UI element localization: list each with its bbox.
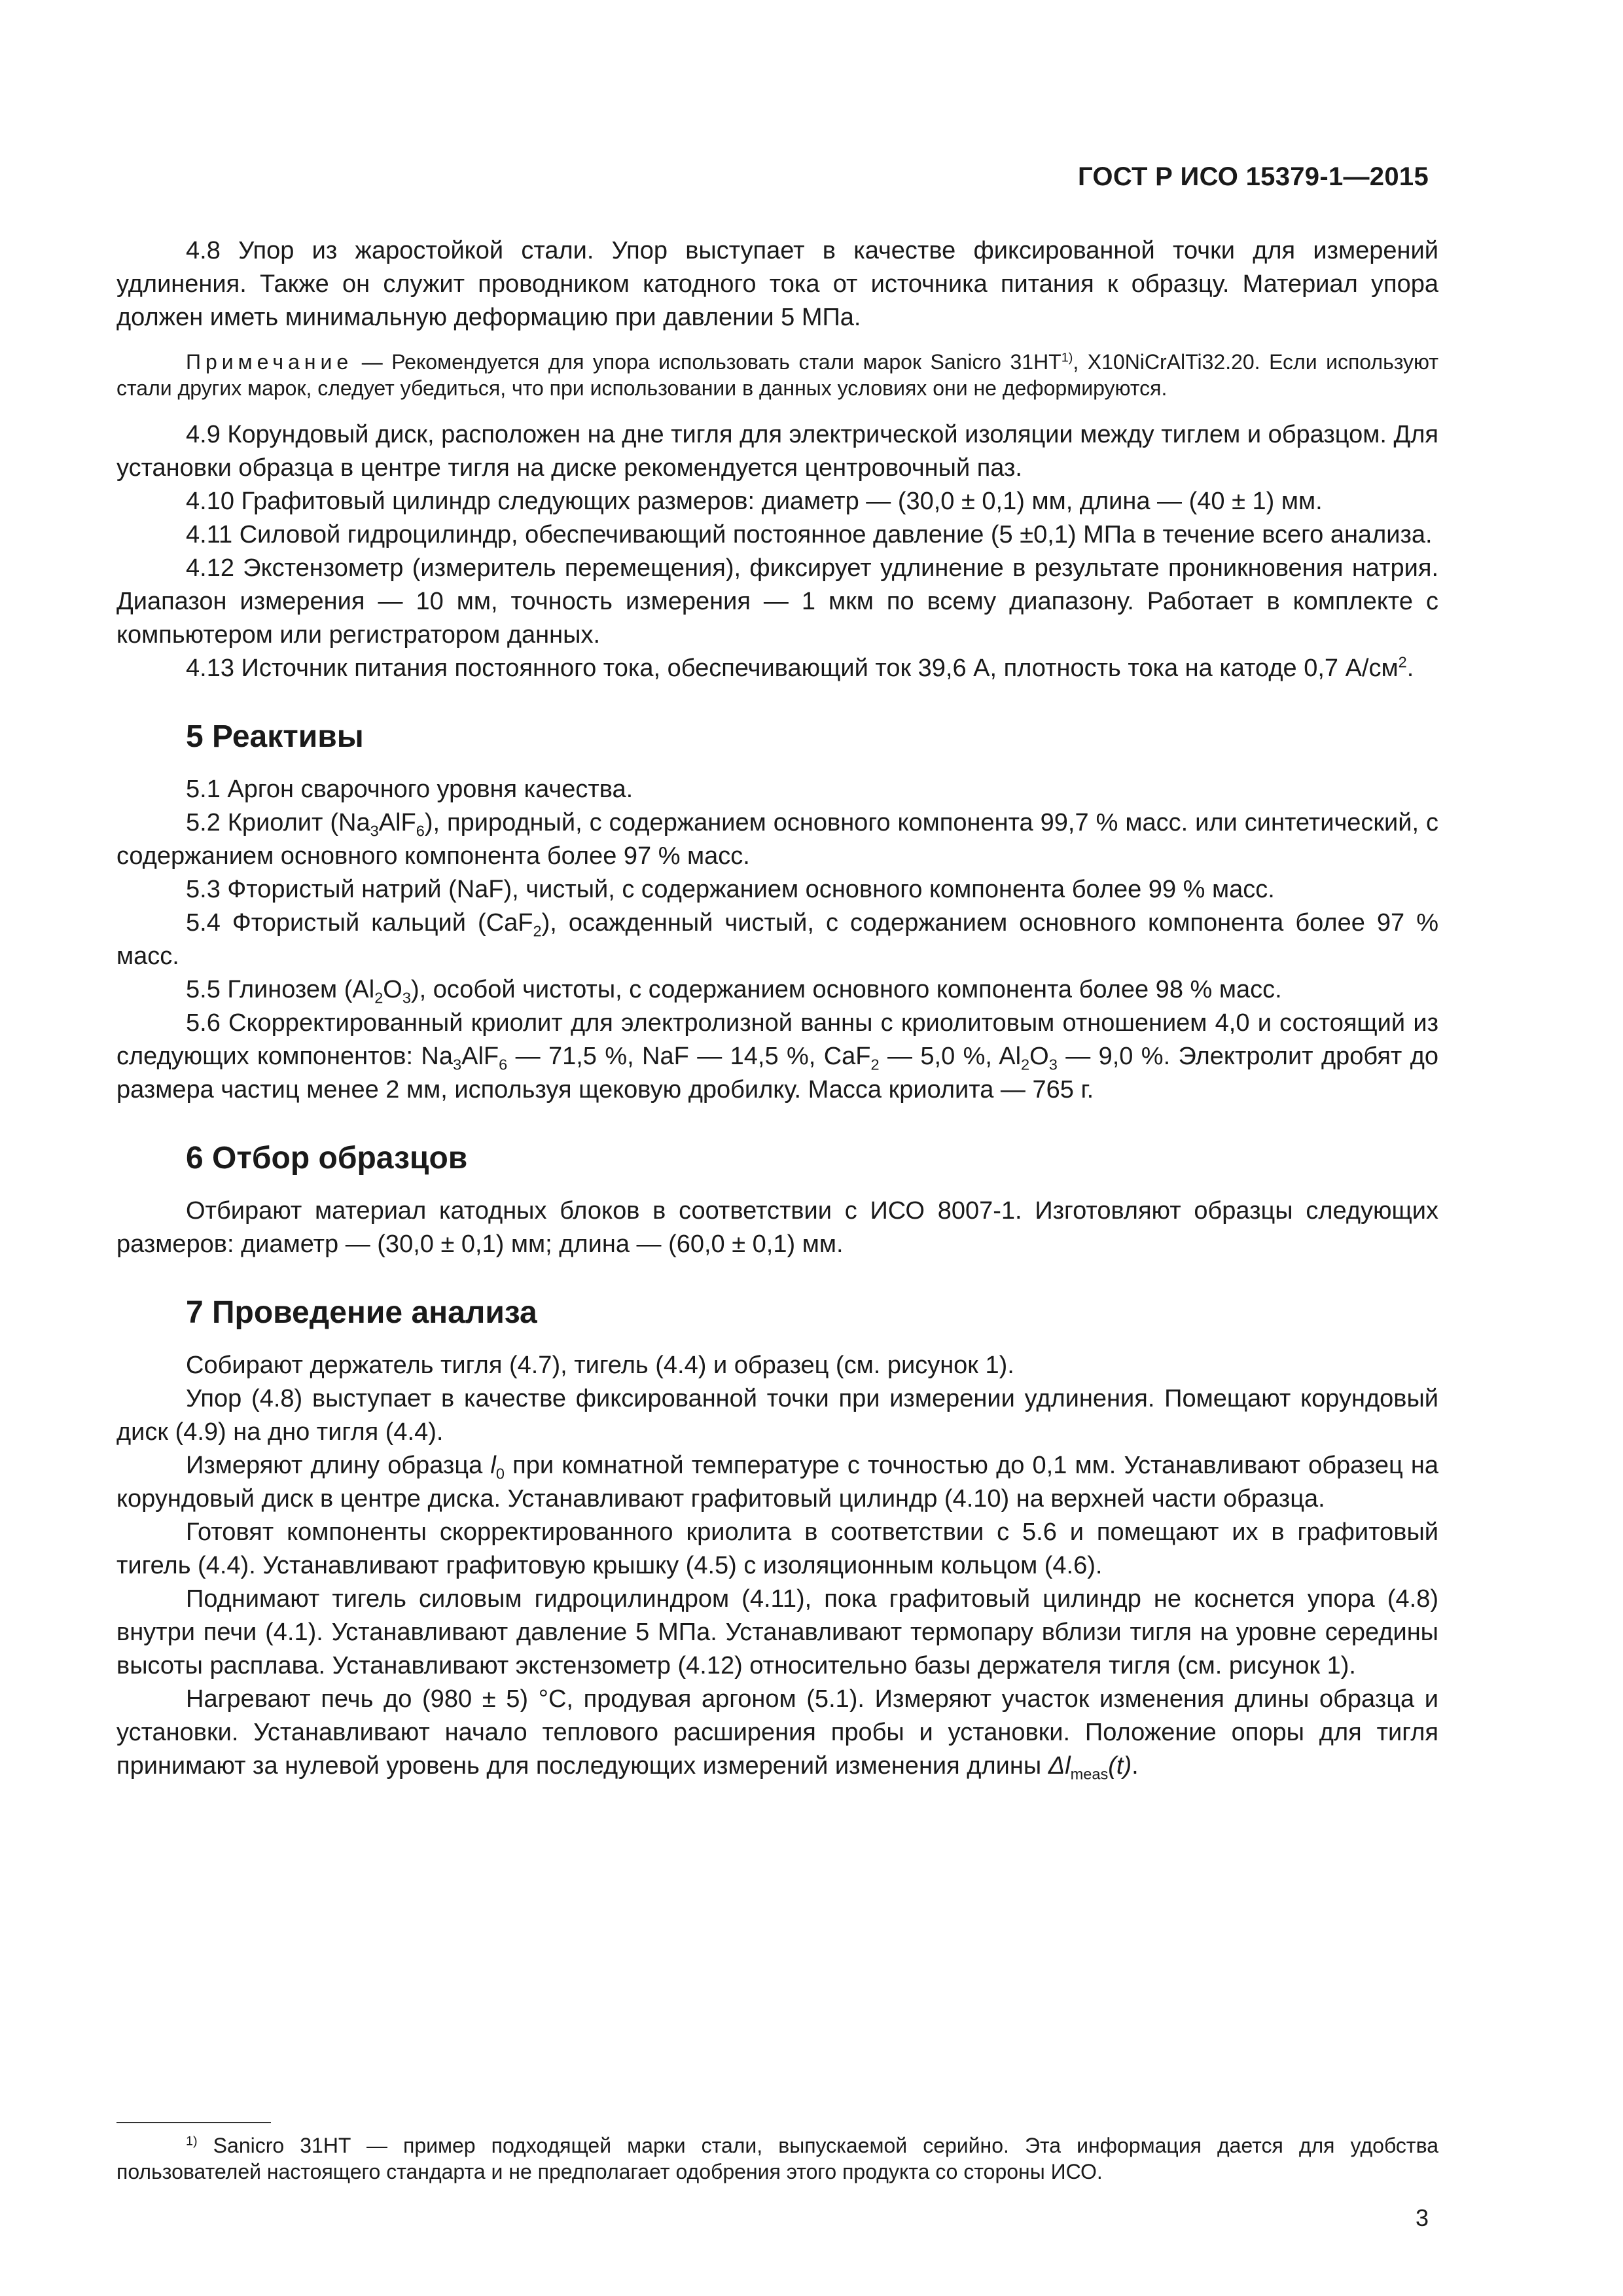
p73-var: l [490, 1452, 496, 1479]
p55-a: 5.5 Глинозем (Al [186, 976, 375, 1003]
p52-b: AlF [378, 809, 416, 836]
p73-sub: 0 [495, 1465, 505, 1482]
p73-a: Измеряют длину образца [186, 1452, 491, 1479]
paragraph-4-8: 4.8 Упор из жаростойкой стали. Упор выступает в качестве фиксированной точки для измерений удлинения. Также он служит проводником катодного тока от источника питания к образцу. Материал упора должен иметь минимальную деформацию при давлении 5 МПа. [116, 237, 1438, 331]
footnote-mark: 1) [186, 2134, 198, 2149]
note-text-a: — Рекомендуется для упора использовать стали марок Sanicro 31HT [353, 350, 1061, 374]
footnote-text: Sanicro 31HT — пример подходящей марки стали, выпускаемой серийно. Эта информация дается для удобства пользователей настоящего стандарта и не предполагает одобрения этого продукта со стороны ИСО. [116, 2134, 1438, 2183]
page-number: 3 [1415, 2204, 1429, 2231]
paragraph-7-5: Поднимают тигель силовым гидроцилиндром (4.11), пока графитовый цилиндр не коснется упора (4.8) внутри печи (4.1). Устанавливают давление 5 МПа. Устанавливают термопару вблизи тигля на уровне середины высоты расплава. Устанавливают экстензометр (4.12) относительно базы держателя тигля (см. рисунок 1). [116, 1585, 1438, 1679]
p56-sub4: 2 [1021, 1056, 1030, 1073]
p76-end: (t) [1108, 1752, 1132, 1780]
paragraph-4-10: 4.10 Графитовый цилиндр следующих размеров: диаметр — (30,0 ± 0,1) мм, длина — (40 ± 1) мм. [186, 488, 1323, 515]
p52-a: 5.2 Криолит (Na [186, 809, 370, 836]
paragraph-7-2: Упор (4.8) выступает в качестве фиксированной точки при измерении удлинения. Помещают корундовый диск (4.9) на дно тигля (4.4). [116, 1385, 1438, 1446]
p56-sub1: 3 [452, 1056, 462, 1073]
paragraph-5-5 [116, 973, 1438, 1007]
p55-b: O [383, 976, 402, 1003]
p56-c: — 71,5 %, NaF — 14,5 %, CaF [507, 1043, 871, 1070]
paragraph-5-2 [116, 806, 1438, 873]
document-code: ГОСТ Р ИСО 15379-1—2015 [1077, 162, 1429, 191]
p56-a: 5.6 Скорректированный криолит для электролизной ванны с криолитовым отношением 4,0 и состоящий из следующих компонентов: Na [116, 1009, 1438, 1070]
note [116, 349, 1438, 401]
p54-sub: 2 [533, 922, 542, 940]
note-label: Примечание [186, 350, 353, 374]
paragraph-5-1: 5.1 Аргон сварочного уровня качества. [186, 776, 633, 803]
p52-sub1: 3 [370, 822, 379, 840]
paragraph-4-9: 4.9 Корундовый диск, расположен на дне тигля для электрической изоляции между тиглем и образцом. Для установки образца в центре тигля на диске рекомендуется центровочный паз. [116, 421, 1438, 482]
paragraph-7-3 [116, 1449, 1438, 1516]
section-6-heading: 6 Отбор образцов [186, 1141, 468, 1175]
p76-a: Нагревают печь до (980 ± 5) °С, продувая аргоном (5.1). Измеряют участок изменения длины образца и установки. Устанавливают начало теплового расширения пробы и установки. Положение опоры для тигля принимают за нулевой уровень для последующих измерений изменения длины [116, 1685, 1438, 1780]
p52-sub2: 6 [416, 822, 425, 840]
paragraph-4-12: 4.12 Экстензометр (измеритель перемещения), фиксирует удлинение в результате проникновения натрия. Диапазон измерения — 10 мм, точность измерения — 1 мкм по всему диапазону. Работает в комплекте с компьютером или регистратором данных. [116, 554, 1438, 649]
p56-e: O [1029, 1043, 1049, 1070]
p54-a: 5.4 Фтористый кальций (CaF [186, 909, 533, 937]
p76-dot: . [1132, 1752, 1139, 1780]
paragraph-5-6 [116, 1007, 1438, 1107]
paragraph-7-6 [116, 1683, 1438, 1783]
paragraph-7-4: Готовят компоненты скорректированного криолита в соответствии с 5.6 и помещают их в графитовый тигель (4.4). Устанавливают графитовую крышку (4.5) с изоляционным кольцом (4.6). [116, 1518, 1438, 1579]
paragraph-7-1: Собирают держатель тигля (4.7), тигель (4.4) и образец (см. рисунок 1). [186, 1352, 1014, 1379]
footnote-separator [116, 2122, 271, 2123]
p73-b: при комнатной температуре с точностью до 0,1 мм. Устанавливают образец на корундовый диск в центре диска. Устанавливают графитовый цилиндр (4.10) на верхней части образца. [116, 1452, 1439, 1513]
paragraph-4-13 [116, 652, 1438, 685]
paragraph-5-3: 5.3 Фтористый натрий (NaF), чистый, с содержанием основного компонента более 99 % масс. [186, 876, 1275, 903]
document-body [116, 234, 1438, 1783]
p56-f: — 9,0 %. Электролит дробят до размера частиц менее 2 мм, используя щековую дробилку. Масса криолита — 765 г. [116, 1043, 1439, 1103]
section-5-heading: 5 Реактивы [186, 719, 364, 754]
paragraph-6-1: Отбирают материал катодных блоков в соответствии с ИСО 8007-1. Изготовляют образцы следующих размеров: диаметр — (30,0 ± 0,1) мм; длина — (60,0 ± 0,1) мм. [116, 1197, 1438, 1258]
note-text-b: , X10NiCrAlTi32.20. Если используют стали других марок, следует убедиться, что при использовании в данных условиях они не деформируются. [116, 350, 1439, 400]
p413-end: . [1406, 655, 1414, 682]
p55-c: ), особой чистоты, с содержанием основного компонента более 98 % масс. [410, 976, 1282, 1003]
paragraph-4-11: 4.11 Силовой гидроцилиндр, обеспечивающий постоянное давление (5 ±0,1) МПа в течение всего анализа. [186, 521, 1433, 548]
p56-d: — 5,0 %, Al [879, 1043, 1022, 1070]
p76-var: Δl [1048, 1752, 1071, 1780]
section-7-heading: 7 Проведение анализа [186, 1295, 537, 1330]
footnote [116, 2132, 1438, 2185]
p56-sub3: 2 [870, 1056, 880, 1073]
p52-c: ), природный, с содержанием основного компонента 99,7 % масс. или синтетический, с содержанием основного компонента более 97 % масс. [116, 809, 1438, 870]
p55-sub2: 3 [402, 989, 411, 1007]
note-footnote-ref: 1) [1061, 350, 1073, 365]
p413-text: 4.13 Источник питания постоянного тока, обеспечивающий ток 39,6 А, плотность тока на катоде 0,7 А/см [186, 655, 1399, 682]
p56-b: AlF [461, 1043, 499, 1070]
p56-sub5: 3 [1048, 1056, 1058, 1073]
p76-sub: meas [1070, 1765, 1109, 1783]
p413-sup: 2 [1398, 653, 1407, 671]
paragraph-5-4 [116, 906, 1438, 973]
p55-sub1: 2 [374, 989, 383, 1007]
p54-b: ), осажденный чистый, с содержанием основного компонента более 97 % масс. [116, 909, 1438, 970]
p56-sub2: 6 [499, 1056, 508, 1073]
